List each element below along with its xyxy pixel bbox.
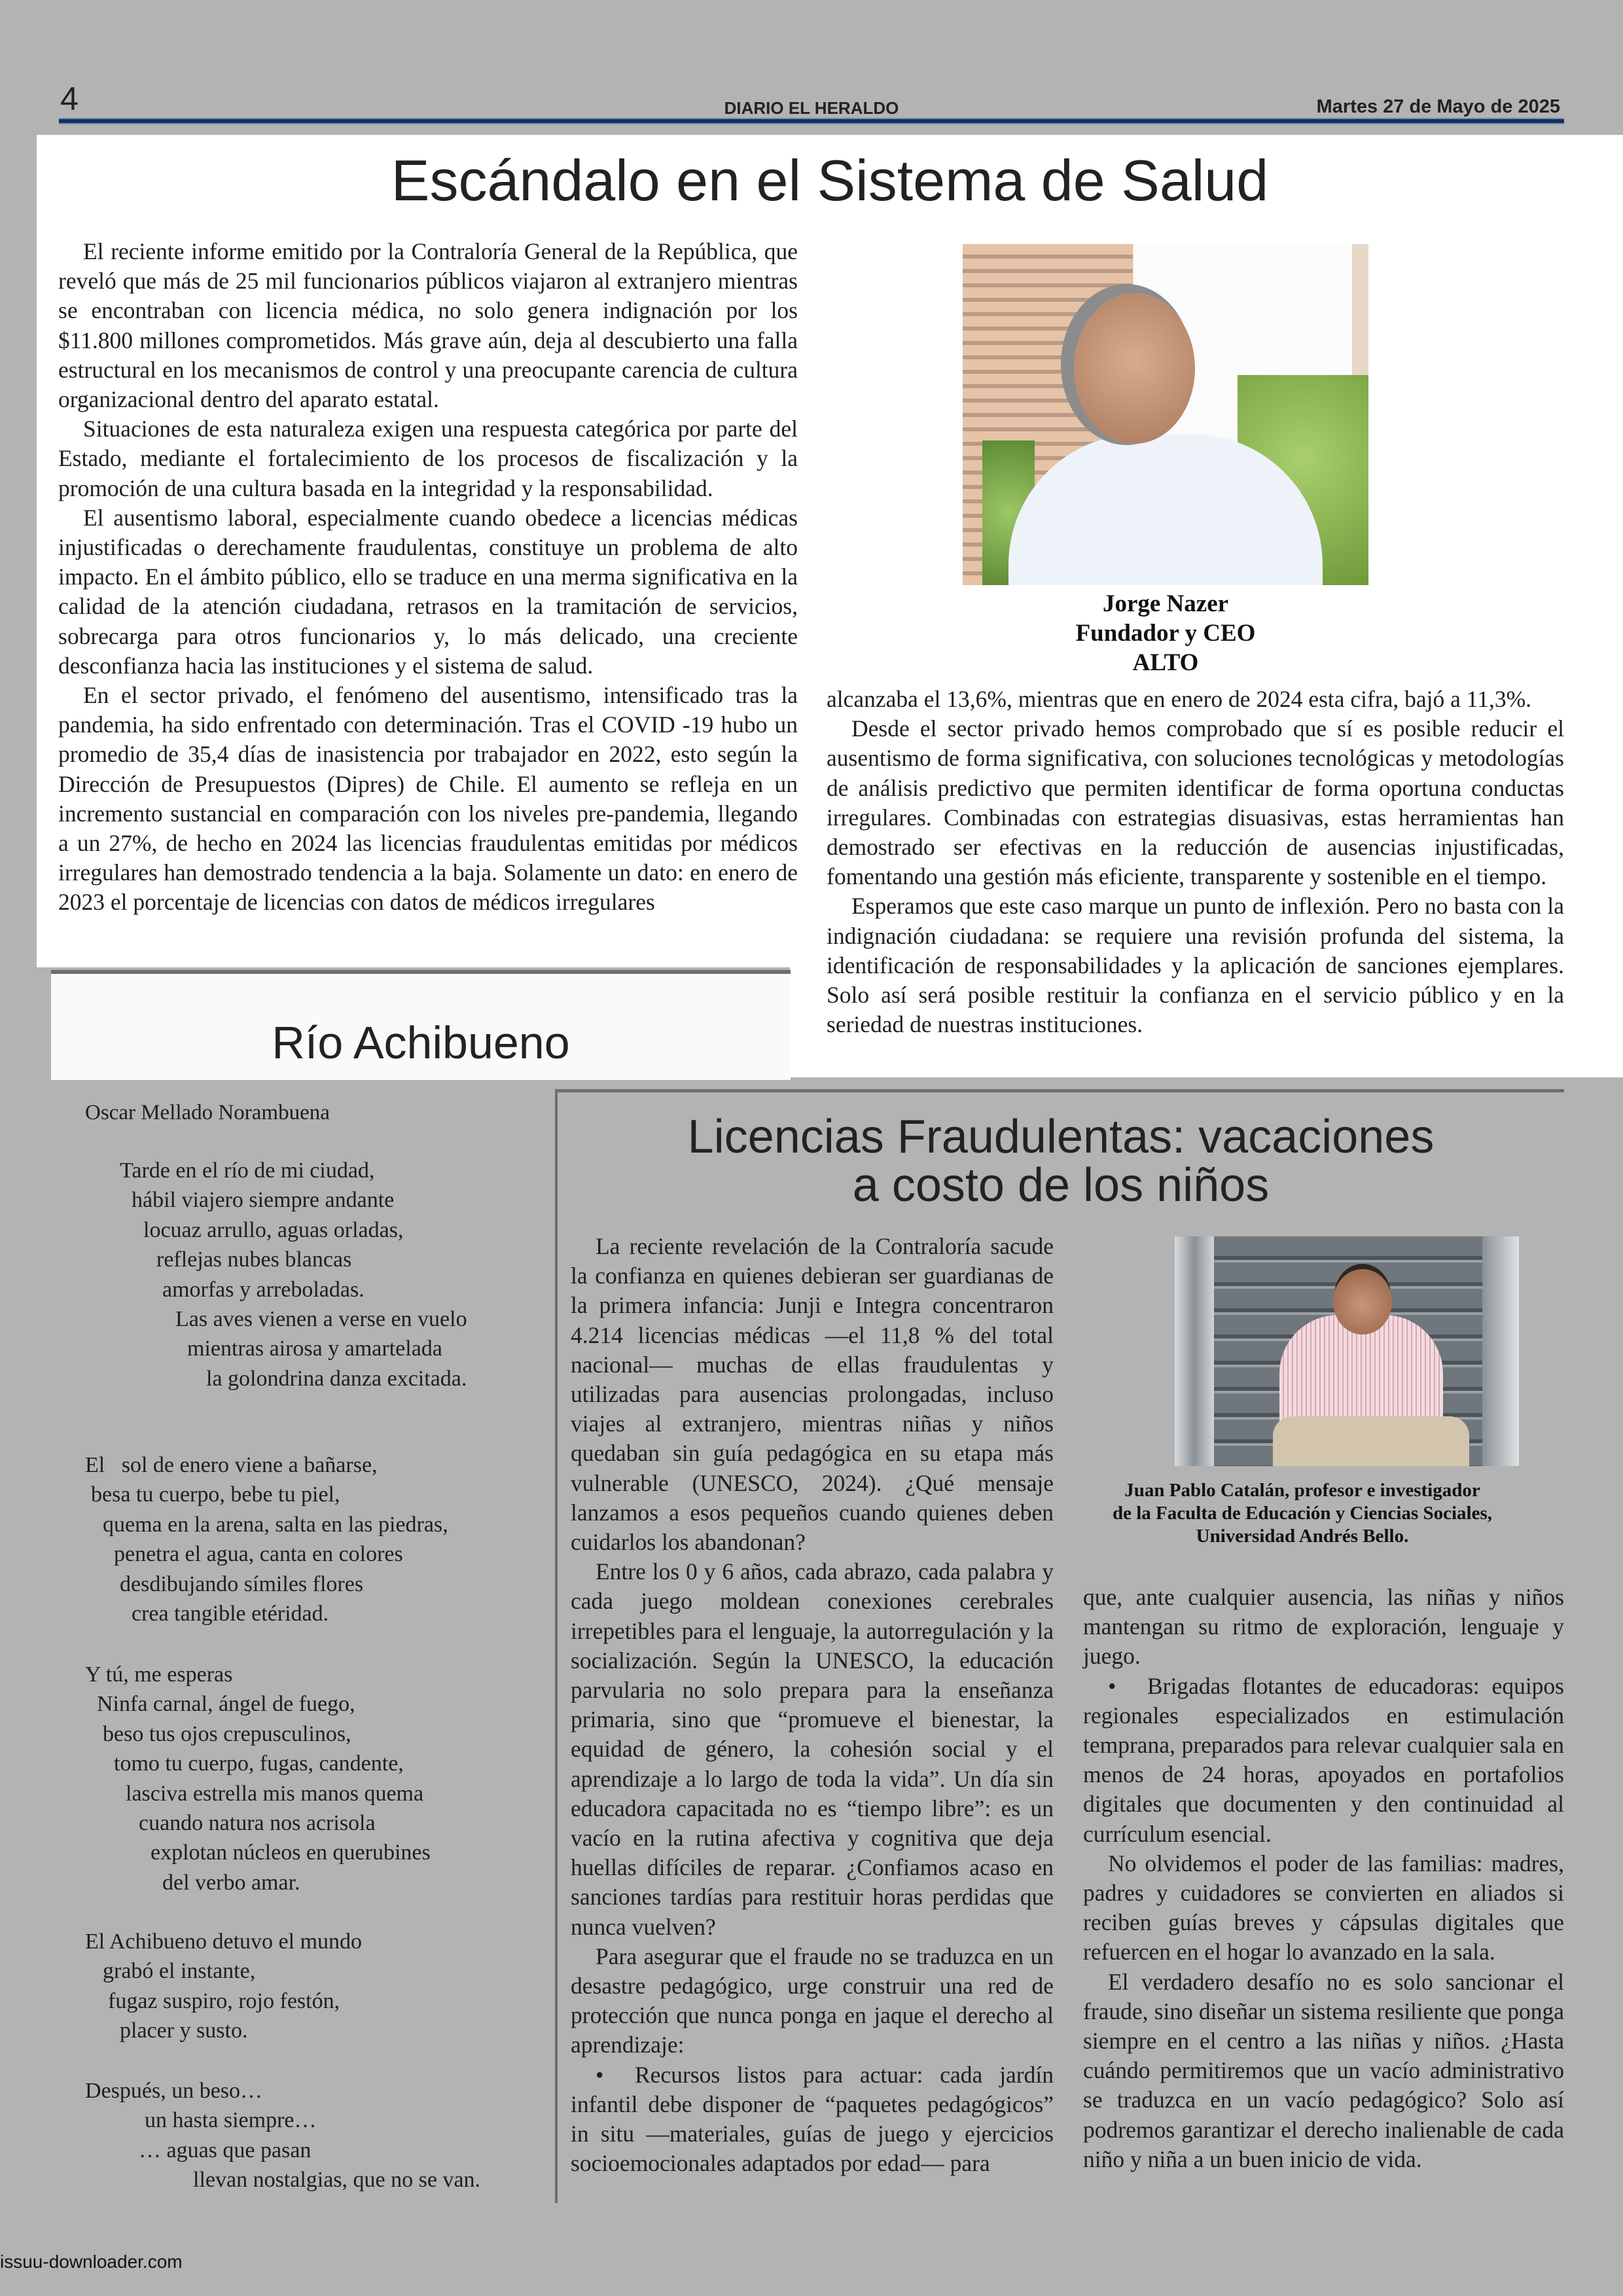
juan-pablo-catalan-photo (1175, 1236, 1519, 1466)
poem-line: cuando natura nos acrisola (139, 1811, 376, 1835)
article2-title (558, 1113, 1564, 1210)
page-number: 4 (60, 81, 79, 117)
paragraph: El ausentismo laboral, especialmente cuando obedece a licencias médicas injustificadas o derechamente fraudulentas, constituye un problema de alto impacto. En el ámbito público, ello se traduce en una merma significativa en la calidad de la atención ciudadana, retrasos en la tramitación de servicios, sobrecarga para otros funcionarios y, lo más delicado, una creciente desconfianza hacia las instituciones y el sistema de salud. (58, 504, 798, 679)
section-divider-horizontal (555, 1089, 1564, 1092)
poem-line: un hasta siempre… (145, 2108, 317, 2133)
paragraph: Entre los 0 y 6 años, cada abrazo, cada palabra y cada juego moldean conexiones cerebrales irrepetibles para el lenguaje, la autorregulación y la socialización. Según la UNESCO, la educación parvularia no solo prepara para la enseñanza primaria, sino que “promueve el bienestar, la equidad de género, la cohesión social y el aprendizaje a lo largo de toda la vida”. Un día sin educadora capacitada no es “tiempo libre”: es un vacío en la rutina afectiva y cognitiva que deja huellas difíciles de reparar. ¿Confiamos acaso en sanciones tardías para restituir horas perdidas que nunca vuelven? (571, 1558, 1054, 1940)
photo1-caption (963, 589, 1368, 677)
bullet-item (571, 2060, 1054, 2179)
bullet-continuation: que, ante cualquier ausencia, las niñas y niños mantengan su ritmo de exploración, lenguaje y juego. (1083, 1584, 1564, 1670)
poem-line: Ninfa carnal, ángel de fuego, (97, 1692, 355, 1717)
article2-right-column (1083, 1583, 1564, 2174)
poem-line: del verbo amar. (162, 1870, 300, 1895)
paragraph: No olvidemos el poder de las familias: madres, padres y cuidadores se convierten en aliados si reciben guías breves y cápsulas digitales que refuercen en el hogar lo avanzado en la sala. (1083, 1850, 1564, 1965)
poem-line: fugaz suspiro, rojo festón, (108, 1988, 340, 2013)
article2-middle-column (571, 1232, 1054, 2179)
poem-line: desdibujando símiles flores (120, 1571, 364, 1596)
poem-line: lasciva estrella mis manos quema (126, 1781, 424, 1806)
watermark: issuu-downloader.com (0, 2251, 183, 2272)
poem-line: tomo tu cuerpo, fugas, candente, (114, 1751, 404, 1776)
photo2-caption (1073, 1479, 1531, 1548)
paragraph: Desde el sector privado hemos comprobado que sí es posible reducir el ausentismo de forma significativa, con soluciones tecnológicas y metodologías de análisis predictivo que permiten identificar de forma oportuna conductas irregulares. Combinadas con estrategias disuasivas, estas herramientas han demostrado ser efectivas en la reducción de ausencias injustificadas, fomentando una gestión más eficiente, transparente y sostenible en el tiempo. (827, 715, 1564, 890)
railing-image (1175, 1236, 1214, 1466)
railing-image (1482, 1236, 1519, 1466)
poem-line: amorfas y arreboladas. (162, 1277, 365, 1302)
caption-line: Universidad Andrés Bello. (1196, 1526, 1409, 1547)
poem-line: quema en la arena, salta en las piedras, (103, 1512, 448, 1537)
poem-line: El sol de enero viene a bañarse, (85, 1453, 378, 1477)
issue-date: Martes 27 de Mayo de 2025 (1316, 96, 1560, 117)
title-line: a costo de los niños (852, 1159, 1270, 1211)
poem-line: grabó el instante, (103, 1959, 256, 1984)
paragraph: Situaciones de esta naturaleza exigen una respuesta categórica por parte del Estado, mediante el fortalecimiento de los procesos de fiscalización y la promoción de una cultura basada en la integridad y la responsabilidad. (58, 416, 798, 501)
poem-line: Las aves vienen a verse en vuelo (175, 1307, 467, 1331)
paragraph: La reciente revelación de la Contraloría sacude la confianza en quienes debieran ser guardianas de la primera infancia: Junji e Integra concentraron 4.214 licencias médicas —el 11,8 % del total nacional— muchas de ellas fraudulentas y utilizadas para ausencias prolongadas, incluso viajes al extranjero, mientras niñas y niños quedaban sin guía pedagógica en su etapa más vulnerable (UNESCO, 2024). ¿Qué mensaje lanzamos a esos pequeños cuando quienes deben cuidarlos los abandonan? (571, 1233, 1054, 1556)
poem-title: Río Achibueno (272, 1017, 570, 1068)
trousers-image (1273, 1416, 1469, 1466)
caption-company: ALTO (1132, 649, 1199, 676)
poem-line: placer y susto. (120, 2018, 248, 2043)
poem-line: besa tu cuerpo, bebe tu piel, (91, 1482, 340, 1507)
poem-line: El Achibueno detuvo el mundo (85, 1929, 363, 1954)
paragraph: El reciente informe emitido por la Contraloría General de la República, que reveló que más de 25 mil funcionarios públicos viajaron al extranjero mientras se encontraban con licencia médica, no solo genera indignación por los $11.800 millones comprometidos. Más grave aún, deja al descubierto una falla estructural en los mecanismos de control y una preocupante carencia de cultura organizacional dentro del aparato estatal. (58, 238, 798, 413)
poem-line: Tarde en el río de mi ciudad, (120, 1158, 375, 1183)
poem-author: Oscar Mellado Norambuena (85, 1101, 330, 1124)
jorge-nazer-photo (963, 244, 1368, 585)
face-image (1333, 1269, 1392, 1335)
article1-title: Escándalo en el Sistema de Salud (391, 148, 1269, 213)
section-divider-vertical (555, 1090, 558, 2203)
face-image (1074, 293, 1195, 444)
bullet-icon: • (1108, 1672, 1116, 1699)
poem-line: beso tus ojos crepusculinos, (103, 1721, 351, 1746)
paragraph: El verdadero desafío no es solo sancionar el fraude, sino diseñar un sistema resiliente que ponga siempre en el centro a las niñas y niños. ¿Hasta cuándo permitiremos que un vacío administrativo se traduzca en un vacío pedagógico? Solo así podremos garantizar el derecho inalienable de cada niño y niña a un buen inicio de vida. (1083, 1968, 1564, 2172)
caption-role: Fundador y CEO (1075, 620, 1256, 647)
poem-line: reflejas nubes blancas (156, 1247, 352, 1272)
poem-line: hábil viajero siempre andante (132, 1188, 395, 1213)
paragraph: Para asegurar que el fraude no se traduzca en un desastre pedagógico, urge construir una red de protección que nunca ponga en jaque el derecho al aprendizaje: (571, 1943, 1054, 2058)
poem-line: crea tangible etéridad. (132, 1602, 329, 1626)
poem-line: Y tú, me esperas (85, 1662, 233, 1687)
poem-line: … aguas que pasan (139, 2138, 312, 2162)
paragraph: alcanzaba el 13,6%, mientras que en enero de 2024 esta cifra, bajó a 11,3%. (827, 686, 1532, 712)
bullet-text: Brigadas flotantes de educadoras: equipos regionales especializados en estimulación temprana, preparados para relevar cualquier sala en menos de 24 horas, apoyados en portafolios digitales que documenten y den continuidad al currículum esencial. (1083, 1672, 1564, 1847)
caption-line: Juan Pablo Catalán, profesor e investigador (1124, 1480, 1480, 1501)
poem-line: mientras airosa y amartelada (187, 1336, 442, 1361)
paragraph: Esperamos que este caso marque un punto de inflexión. Pero no basta con la indignación ciudadana: se requiere una revisión profunda del sistema, la identificación de responsabilidades y la aplicación de sanciones ejemplares. Solo así será posible restituir la confianza en el servicio público y en la seriedad de nuestras instituciones. (827, 893, 1564, 1038)
poem-line: locuaz arrullo, aguas orladas, (143, 1217, 404, 1242)
poem-line: explotan núcleos en querubines (151, 1840, 431, 1865)
article1-left-column (58, 237, 798, 918)
poem-line: llevan nostalgias, que no se van. (193, 2168, 481, 2193)
title-line: Licencias Fraudulentas: vacaciones (687, 1111, 1435, 1163)
header-rule (59, 118, 1564, 124)
poem-line: penetra el agua, canta en colores (114, 1542, 403, 1567)
bullet-text: Recursos listos para actuar: cada jardín infantil debe disponer de “paquetes pedagógicos” in situ —materiales, guías de juego y ejercicios socioemocionales adaptados por edad— para (571, 2061, 1054, 2177)
paragraph: En el sector privado, el fenómeno del ausentismo, intensificado tras la pandemia, ha sido enfrentado con determinación. Tras el COVID -19 hubo un promedio de 35,4 días de inasistencia por trabajador en 2022, esto según la Dirección de Presupuestos (Dipres) de Chile. El aumento se refleja en un incremento sustancial en comparación con los niveles pre-pandemia, llegando a un 27%, de hecho en 2024 las licencias fraudulentas emitidas por médicos irregulares han demostrado tendencia a la baja. Solamente un dato: en enero de 2023 el porcentaje de licencias con datos de médicos irregulares (58, 682, 798, 916)
bullet-icon: • (596, 2061, 604, 2088)
caption-line: de la Faculta de Educación y Ciencias Sociales, (1113, 1503, 1492, 1524)
caption-name: Jorge Nazer (1102, 590, 1229, 617)
bullet-item (1083, 1672, 1564, 1849)
poem-line: la golondrina danza excitada. (206, 1366, 467, 1391)
newspaper-name: DIARIO EL HERALDO (724, 98, 899, 118)
article1-right-column (827, 685, 1564, 1039)
poem-line: Después, un beso… (85, 2079, 263, 2103)
